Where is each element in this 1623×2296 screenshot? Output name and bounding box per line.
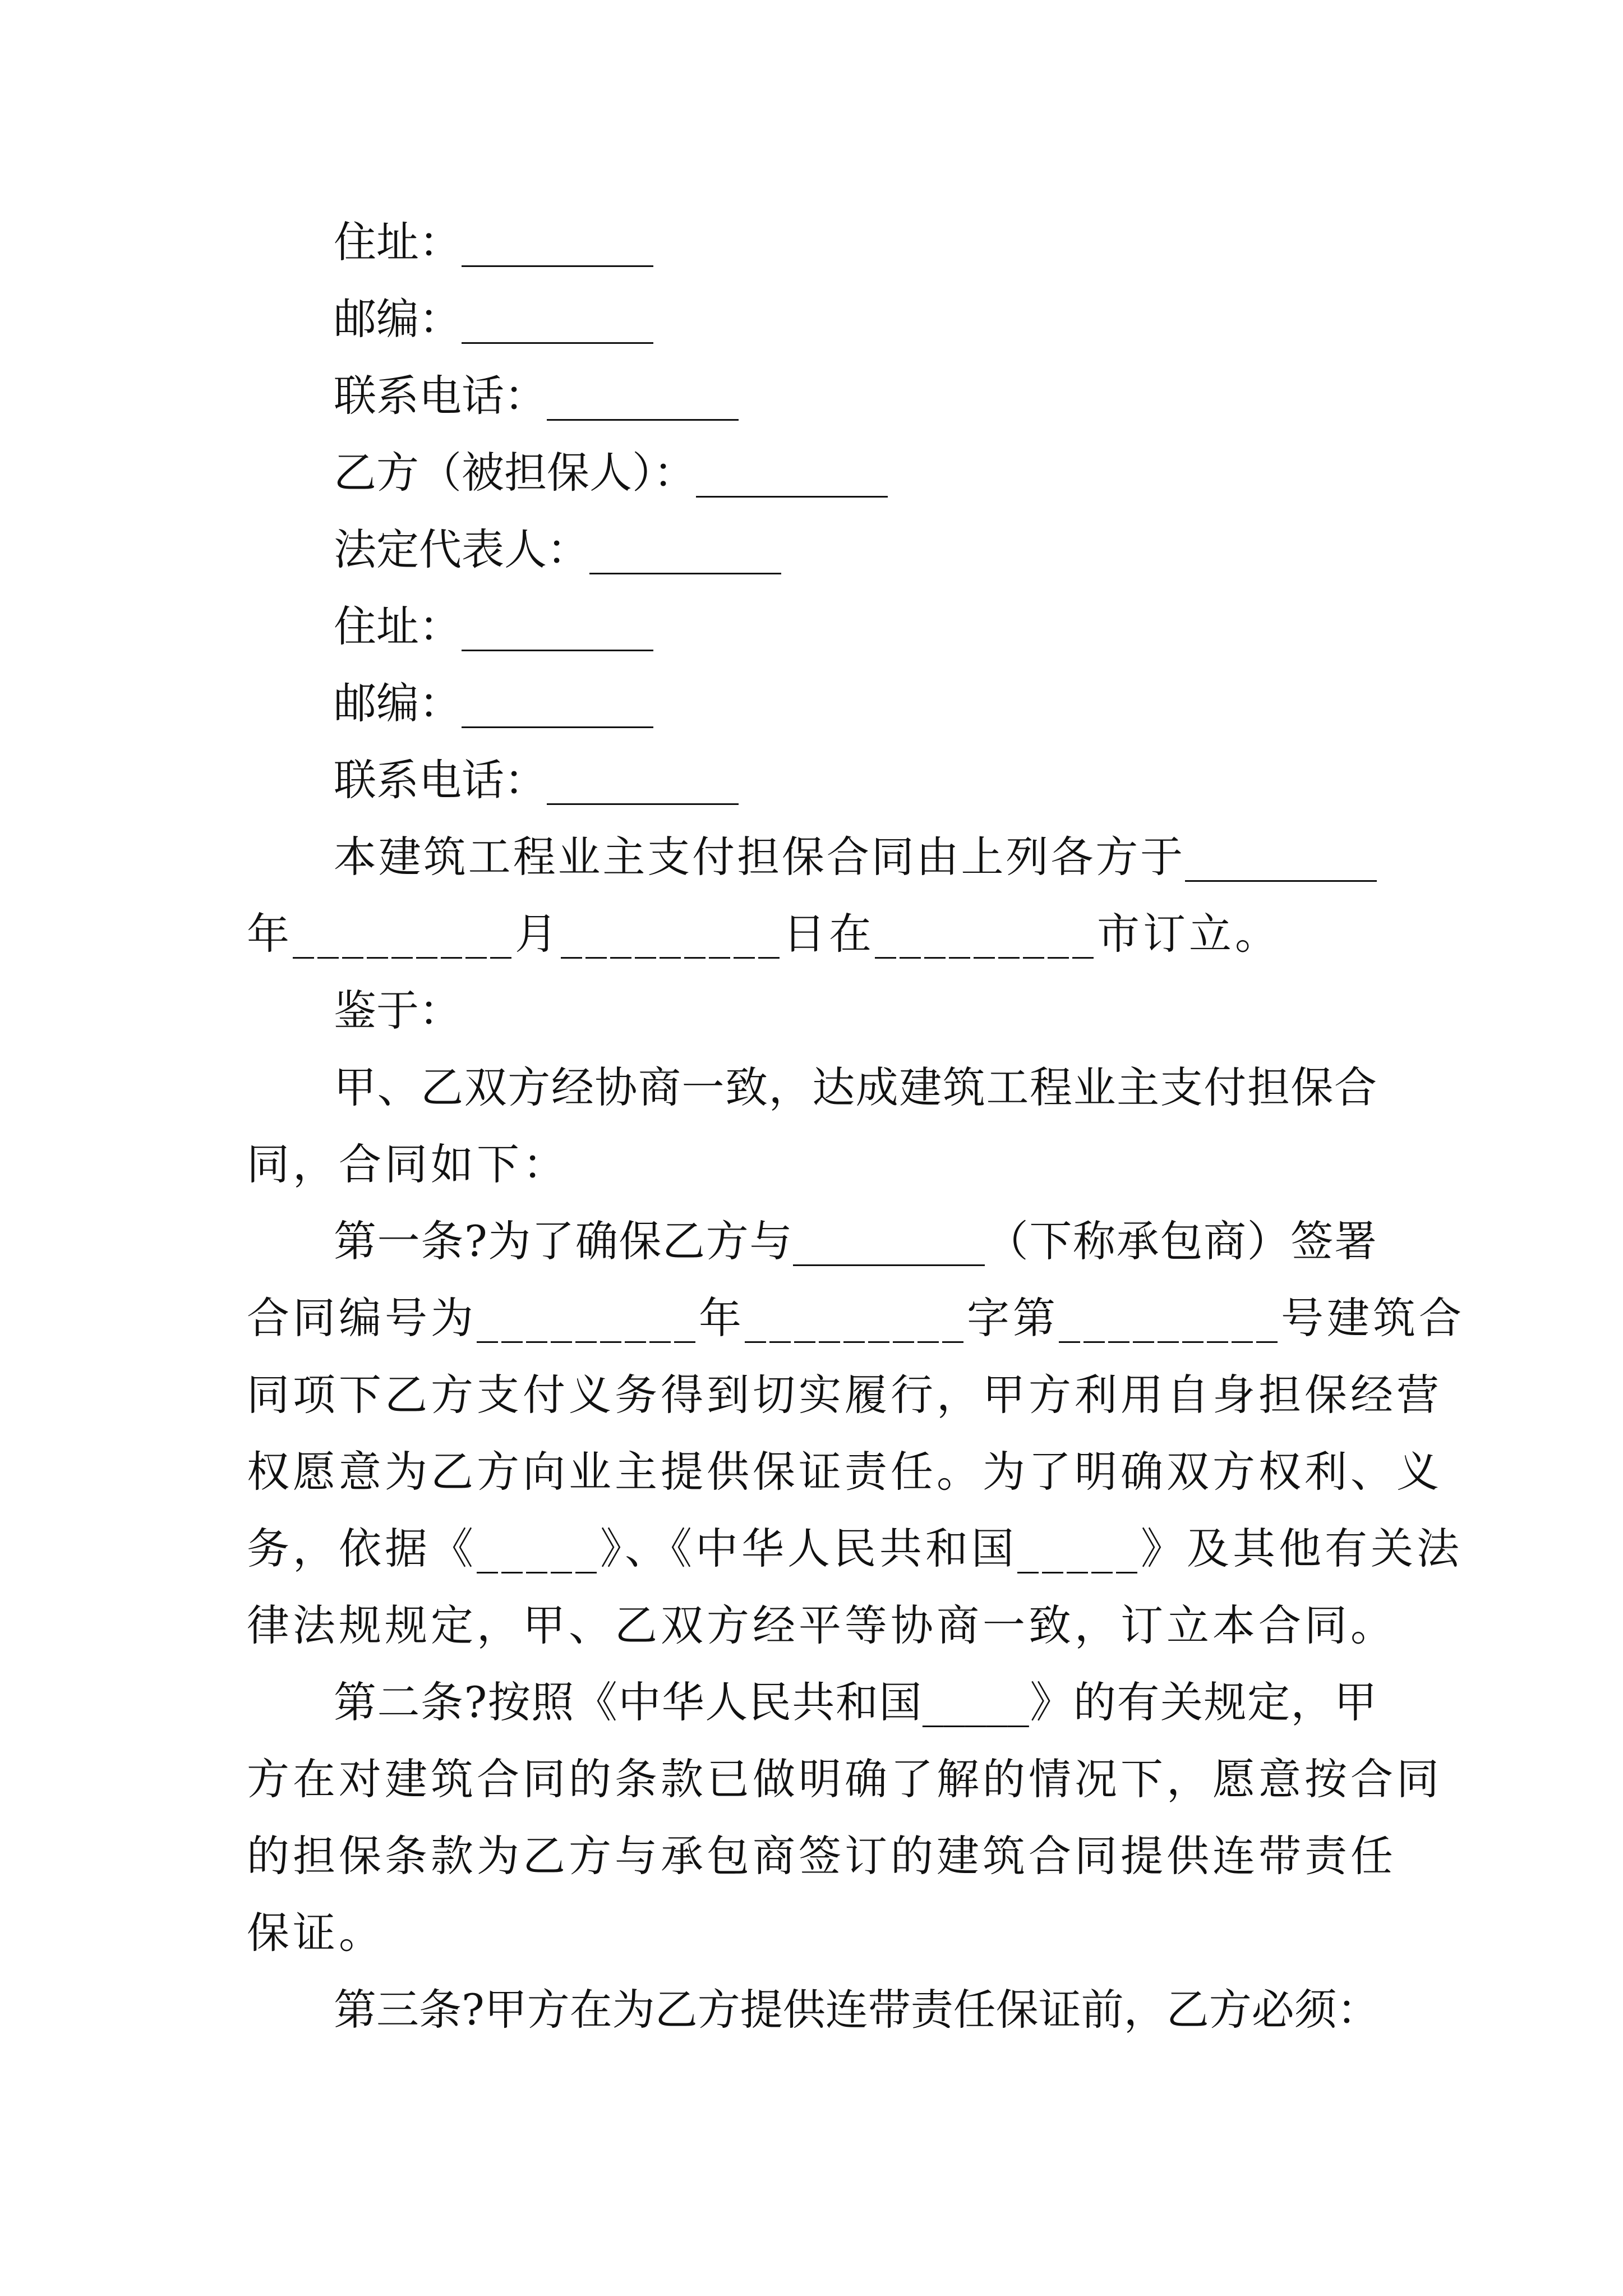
address-line: 住址：_________ [334, 601, 653, 651]
paragraph-line: 保证。 [247, 1908, 385, 1958]
paragraph-line: 同项下乙方支付义务得到切实履行，甲方利用自身担保经营 [247, 1370, 1442, 1420]
paragraph-line: 甲、乙双方经协商一致，达成建筑工程业主支付担保合 [334, 1062, 1377, 1112]
address-line: 住址：_________ [334, 217, 653, 267]
phone-line: 联系电话：_________ [334, 371, 739, 421]
contract-signing-line: 本建筑工程业主支付担保合同由上列各方于_________ [334, 832, 1377, 882]
postcode-line: 邮编：_________ [334, 678, 653, 728]
postcode-line: 邮编：_________ [334, 294, 653, 344]
whereas-heading: 鉴于： [334, 986, 462, 1036]
article-three-line: 第三条?甲方在为乙方提供连带责任保证前，乙方必须： [334, 1985, 1380, 2035]
legal-representative-line: 法定代表人：_________ [334, 524, 781, 574]
paragraph-line: 的担保条款为乙方与承包商签订的建筑合同提供连带责任 [247, 1831, 1396, 1881]
paragraph-line: 方在对建筑合同的条款已做明确了解的情况下，愿意按合同 [247, 1754, 1442, 1804]
paragraph-line: 律法规规定，甲、乙双方经平等协商一致，订立本合同。 [247, 1600, 1396, 1650]
phone-line: 联系电话：_________ [334, 755, 739, 805]
paragraph-line: 权愿意为乙方向业主提供保证责任。为了明确双方权利、义 [247, 1447, 1442, 1497]
paragraph-line: 务，依据《_____》、《中华人民共和国_____》及其他有关法 [247, 1524, 1463, 1573]
paragraph-line: 合同编号为_________年_________字第_________号建筑合 [247, 1293, 1465, 1343]
party-b-line: 乙方（被担保人）：_________ [334, 448, 888, 498]
article-two-line: 第二条?按照《中华人民共和国_____》的有关规定，甲 [334, 1677, 1377, 1727]
contract-date-line: 年_________月_________日在_________市订立。 [247, 909, 1281, 959]
article-one-line: 第一条?为了确保乙方与_________（下称承包商）签署 [334, 1216, 1377, 1266]
paragraph-line: 同，合同如下： [247, 1139, 569, 1189]
